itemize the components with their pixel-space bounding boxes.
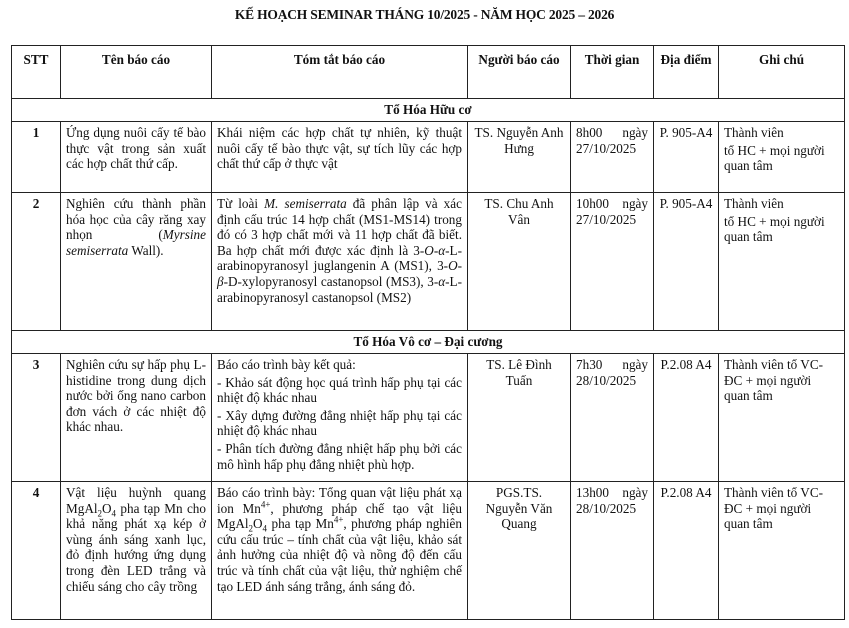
text-run: Từ loài bbox=[217, 196, 265, 211]
cell-presenter: TS. Nguyễn Anh Hưng bbox=[468, 122, 571, 193]
cell-time: 8h00 ngày 27/10/2025 bbox=[571, 122, 654, 193]
section-row bbox=[12, 99, 845, 122]
cell-stt: 3 bbox=[12, 354, 61, 482]
italic-run: α bbox=[438, 242, 446, 258]
cell-notes: Thành viên tổ VC-ĐC + mọi người quan tâm bbox=[719, 354, 845, 482]
subscript: 2 bbox=[97, 508, 103, 519]
cell-location: P.2.08 A4 bbox=[654, 354, 719, 482]
header-report-name: Tên báo cáo bbox=[61, 46, 212, 99]
table-row bbox=[12, 122, 845, 193]
text-run: - bbox=[433, 242, 439, 258]
section-title: Tổ Hóa Hữu cơ bbox=[12, 99, 845, 122]
text-run: -L-arabinopyranosyl juglangenin A (MS1), 3- bbox=[217, 242, 462, 274]
notes-line: Thành viên bbox=[724, 196, 784, 211]
notes-line: Thành viên bbox=[724, 125, 784, 140]
cell-summary bbox=[212, 354, 468, 482]
header-time: Thời gian bbox=[571, 46, 654, 99]
cell-time: 10h00 ngày 27/10/2025 bbox=[571, 193, 654, 331]
header-presenter: Người báo cáo bbox=[468, 46, 571, 99]
cell-notes bbox=[719, 122, 845, 193]
species-name: Myrsine semiserrata bbox=[66, 227, 206, 258]
table-row bbox=[12, 193, 845, 331]
header-location: Địa điểm bbox=[654, 46, 719, 99]
cell-stt: 4 bbox=[12, 482, 61, 620]
text-run: O bbox=[253, 516, 263, 532]
text-run: - bbox=[457, 258, 462, 274]
cell-time: 13h00 ngày 28/10/2025 bbox=[571, 482, 654, 620]
presenter-name: Nguyễn Văn Quang bbox=[485, 500, 553, 532]
text-run: O bbox=[102, 500, 112, 516]
italic-run: O bbox=[424, 242, 434, 258]
cell-location: P. 905-A4 bbox=[654, 193, 719, 331]
cell-presenter bbox=[468, 482, 571, 620]
species-name: M. semiserrata bbox=[264, 196, 347, 211]
cell-notes: Thành viên tổ VC-ĐC + mọi người quan tâm bbox=[719, 482, 845, 620]
cell-presenter: TS. Lê Đình Tuấn bbox=[468, 354, 571, 482]
text-run: pha tạp Mn cho khả năng phát xạ kép ở vùng ánh sáng xanh lục, đỏ định hướng ứng dụng trong đèn LED trắng và chiếu sáng cho cây trồng bbox=[66, 500, 206, 594]
seminar-schedule-table bbox=[11, 45, 845, 620]
text-run: , phương pháp chế tạo vật liệu MgAl bbox=[217, 500, 463, 532]
italic-run: O bbox=[448, 258, 458, 274]
table-row bbox=[12, 482, 845, 620]
presenter-title: PGS.TS. bbox=[495, 485, 543, 500]
superscript: 4+ bbox=[333, 514, 344, 525]
text-run: -L-arabinopyranosyl castanopsol (MS2) bbox=[217, 273, 462, 305]
cell-location: P. 905-A4 bbox=[654, 122, 719, 193]
section-row bbox=[12, 331, 845, 354]
cell-location: P.2.08 A4 bbox=[654, 482, 719, 620]
notes-line: tổ HC + mọi người quan tâm bbox=[724, 213, 825, 245]
italic-run: α bbox=[438, 273, 446, 289]
cell-presenter: TS. Chu Anh Vân bbox=[468, 193, 571, 331]
summary-bullet: - Xây dựng đường đẳng nhiệt hấp phụ tại các nhiệt độ khác nhau bbox=[217, 407, 462, 439]
table-row bbox=[12, 354, 845, 482]
text-run: pha tạp Mn bbox=[267, 516, 334, 532]
document-title: KẾ HOẠCH SEMINAR THÁNG 10/2025 - NĂM HỌC 2025 – 2026 bbox=[234, 7, 615, 22]
cell-notes bbox=[719, 193, 845, 331]
summary-bullet: - Phân tích đường đẳng nhiệt hấp phụ bởi các mô hình hấp phụ đẳng nhiệt phù hợp. bbox=[217, 440, 462, 472]
cell-summary: Khái niệm các hợp chất tự nhiên, kỹ thuật nuôi cấy tế bào thực vật, sự tích lũy các hợp chất thứ cấp ở thực vật bbox=[212, 122, 468, 193]
subscript: 4 bbox=[262, 523, 268, 534]
text-run: Vật liệu huỳnh quang MgAl bbox=[66, 485, 206, 516]
summary-bullet: - Khảo sát động học quá trình hấp phụ tại các nhiệt độ khác nhau bbox=[217, 374, 462, 406]
section-title: Tổ Hóa Vô cơ – Đại cương bbox=[12, 331, 845, 354]
subscript: 4 bbox=[111, 508, 117, 519]
notes-line: tổ HC + mọi người quan tâm bbox=[724, 142, 825, 174]
italic-run: β bbox=[217, 273, 224, 289]
text-run: Wall). bbox=[128, 242, 164, 258]
cell-report-name bbox=[61, 193, 212, 331]
header-stt: STT bbox=[12, 46, 61, 99]
cell-report-name: Ứng dụng nuôi cấy tế bào thực vật trong sản xuất các hợp chất thứ cấp. bbox=[61, 122, 212, 193]
cell-summary bbox=[212, 482, 468, 620]
table-header-row bbox=[12, 46, 845, 99]
header-summary: Tóm tắt báo cáo bbox=[212, 46, 468, 99]
subscript: 2 bbox=[248, 523, 254, 534]
header-notes: Ghi chú bbox=[719, 46, 845, 99]
cell-report-name bbox=[61, 482, 212, 620]
cell-stt: 1 bbox=[12, 122, 61, 193]
summary-line: Báo cáo trình bày kết quả: bbox=[217, 357, 356, 372]
cell-time: 7h30 ngày 28/10/2025 bbox=[571, 354, 654, 482]
superscript: 4+ bbox=[260, 499, 271, 510]
cell-summary bbox=[212, 193, 468, 331]
text-run: , phương pháp nghiên cứu cấu trúc – tính chất của vật liệu, khảo sát ảnh hưởng của nhiệt độ và nồng độ đến cấu trúc và tính chất của vật liệu, thử nghiệm chế tạo LED ánh sáng trắng, ánh sáng đỏ. bbox=[217, 516, 462, 594]
text-run: Nghiên cứu thành phần hóa học của cây răng xay nhọn ( bbox=[66, 196, 206, 243]
text-run: đã phân lập và xác định cấu trúc 14 hợp chất (MS1-MS14) trong đó có 3 hợp chất mới và 11 hợp chất đã biết. Ba hợp chất mới được xác định là 3- bbox=[217, 196, 462, 258]
text-run: Báo cáo trình bày: Tổng quan vật liệu phát xạ ion Mn bbox=[217, 485, 462, 516]
text-run: -D-xylopyranosyl castanopsol (MS3), 3- bbox=[223, 273, 439, 289]
cell-report-name: Nghiên cứu sự hấp phụ L-histidine trong dung dịch nước bởi ống nano carbon đơn vách ở các nhiệt độ khác nhau. bbox=[61, 354, 212, 482]
cell-stt: 2 bbox=[12, 193, 61, 331]
